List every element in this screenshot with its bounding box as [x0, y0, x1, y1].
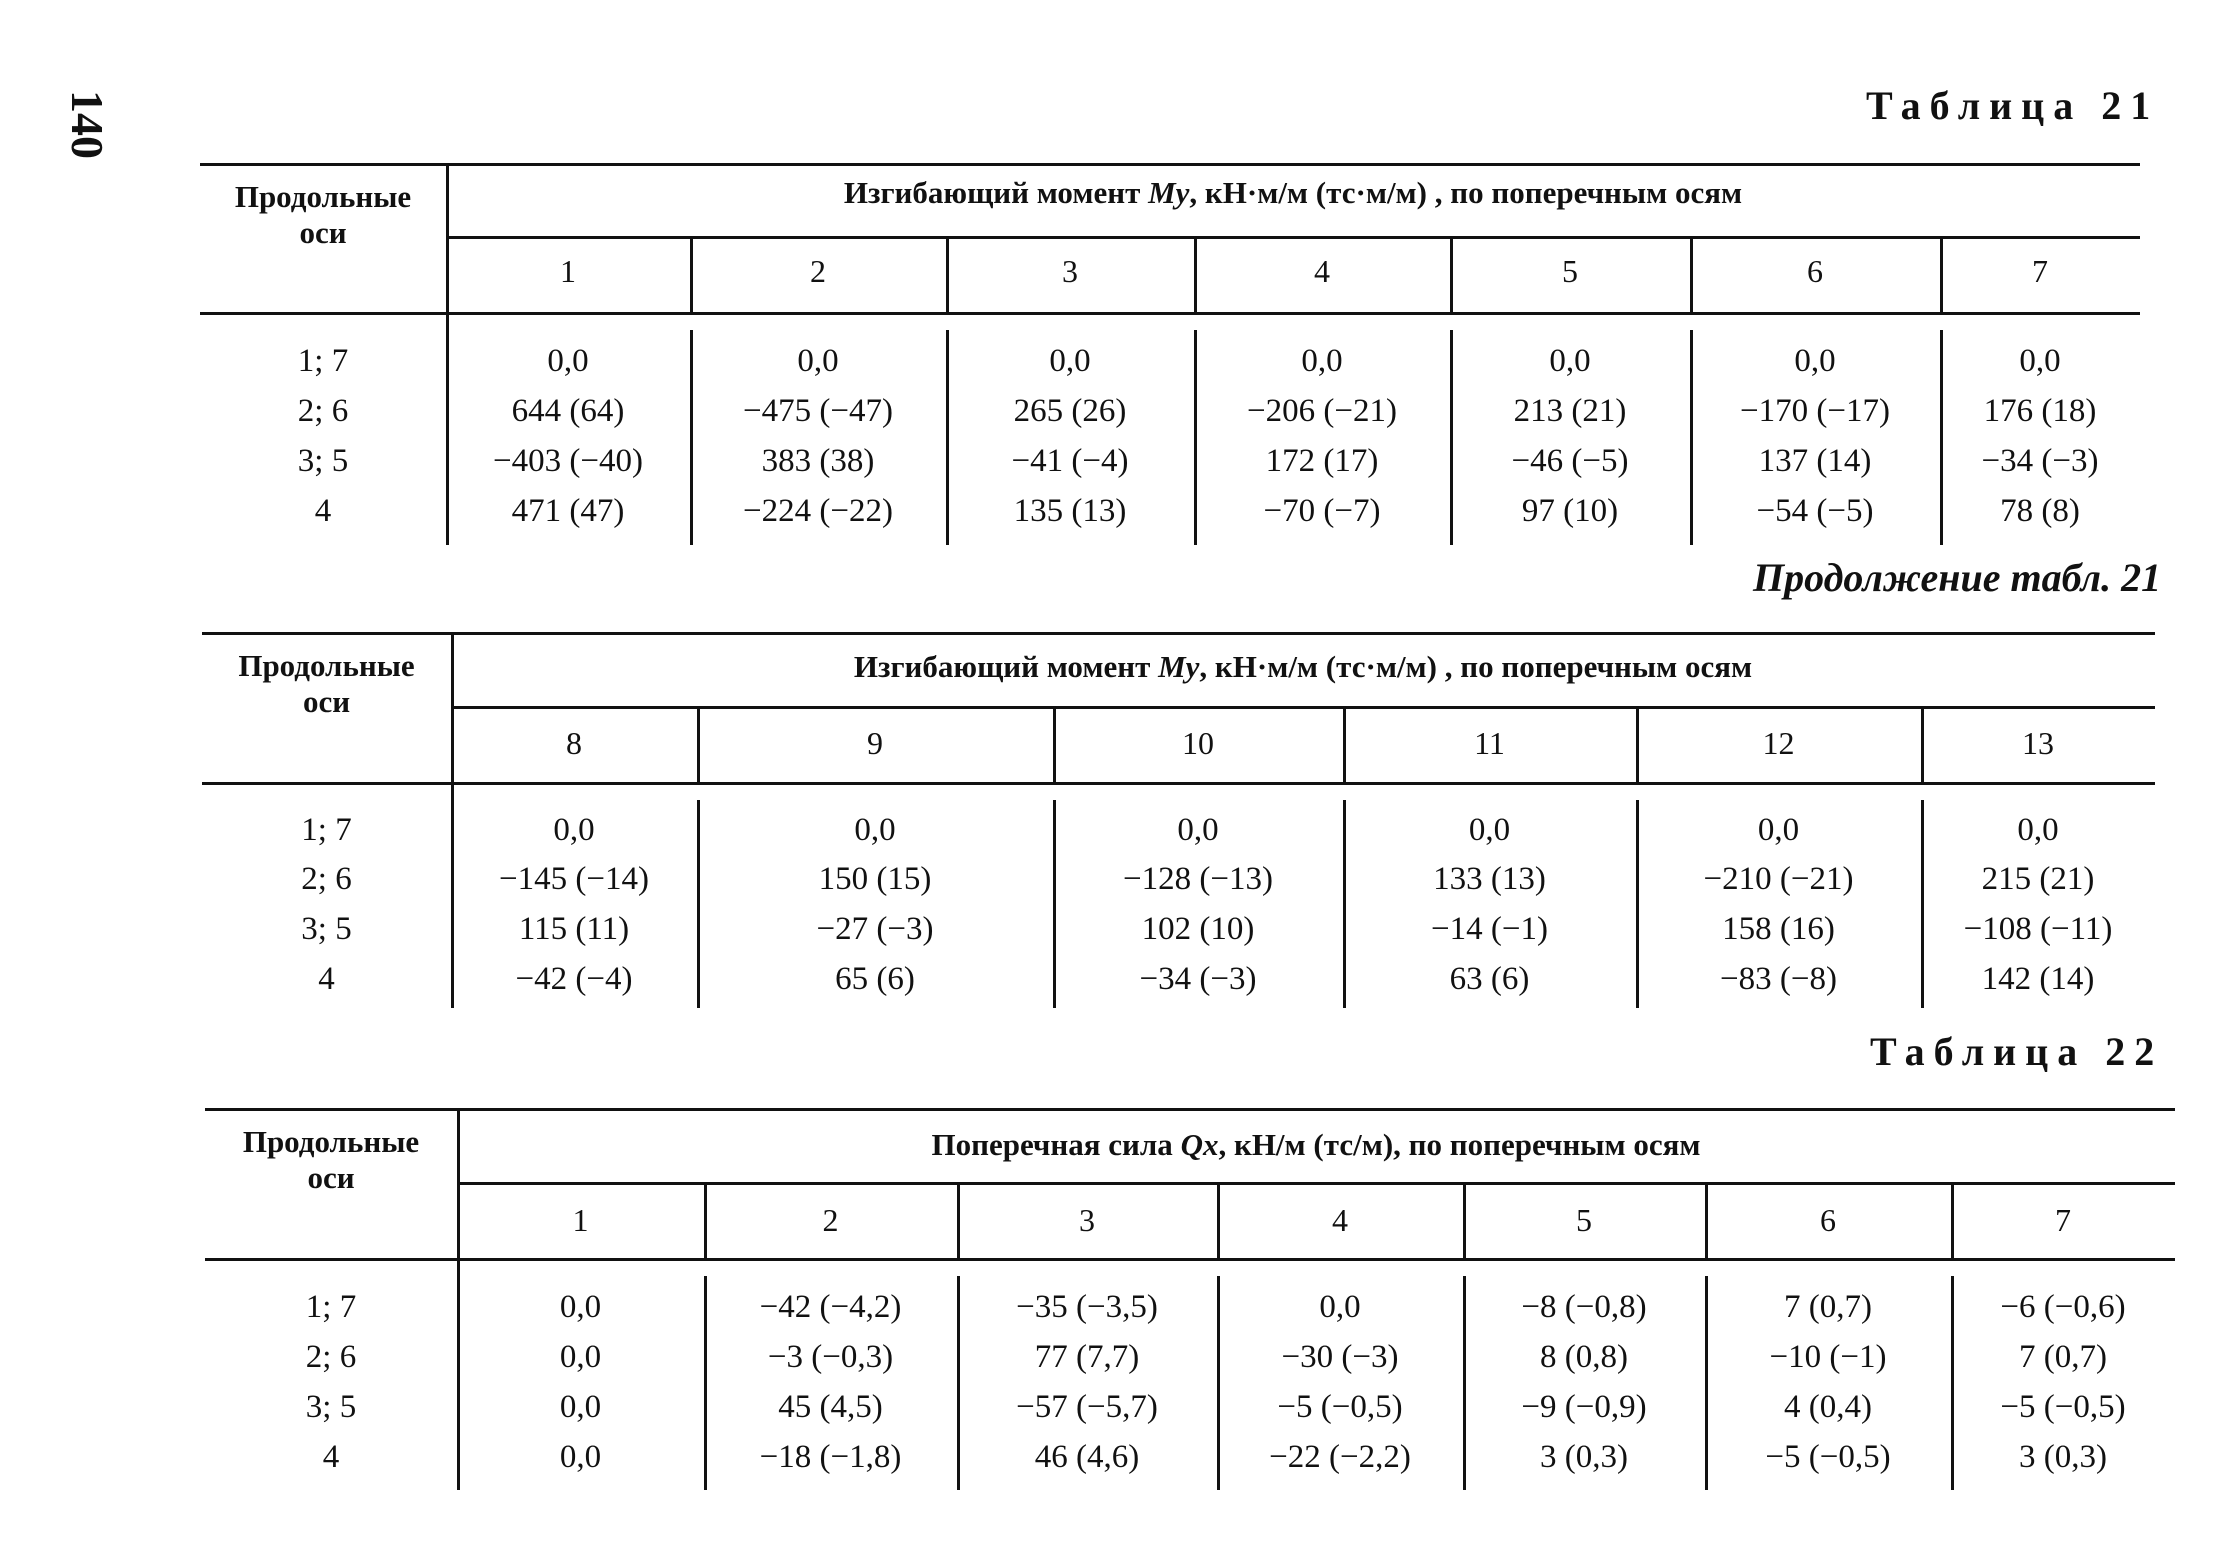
- table-cell: −9 (−0,9): [1521, 1389, 1647, 1425]
- table-cell: 0,0: [1177, 812, 1219, 848]
- table-cell: −3 (−0,3): [767, 1339, 894, 1375]
- row-label: 3; 5: [297, 443, 349, 479]
- table-cell: 135 (13): [1013, 493, 1127, 529]
- table-cell: 7 (0,7): [1784, 1289, 1872, 1325]
- column-number: 5: [1562, 253, 1578, 289]
- table-cell: 265 (26): [1013, 393, 1127, 429]
- quantity-symbol: My: [1148, 175, 1190, 210]
- column-number: 13: [2022, 725, 2054, 761]
- table-cell: 644 (64): [511, 393, 625, 429]
- table-cell: 215 (21): [1981, 861, 2095, 897]
- table-cell: −108 (−11): [1963, 911, 2113, 947]
- column-header-rule: [200, 312, 2140, 315]
- column-number: 7: [2055, 1202, 2071, 1238]
- table-cell: −35 (−3,5): [1016, 1289, 1158, 1325]
- table-cell: 142 (14): [1981, 961, 2095, 997]
- table-cell: 63 (6): [1449, 961, 1530, 997]
- quantity-header-rule: [451, 706, 2155, 709]
- table-cell: 7 (0,7): [2019, 1339, 2107, 1375]
- page-number: 140: [62, 90, 113, 159]
- table-cell: −5 (−0,5): [1277, 1389, 1403, 1425]
- column-number: 1: [560, 253, 576, 289]
- column-number: 5: [1576, 1202, 1592, 1238]
- table-cell: 0,0: [553, 812, 595, 848]
- table-cell: −34 (−3): [1981, 443, 2099, 479]
- table-cell: −145 (−14): [499, 861, 649, 897]
- table-cell: −224 (−22): [743, 493, 893, 529]
- column-number: 8: [566, 725, 582, 761]
- column-number: 12: [1762, 725, 1795, 761]
- column-header-rule: [202, 782, 2155, 785]
- table-cell: 97 (10): [1521, 493, 1619, 529]
- table-cell: 150 (15): [818, 861, 932, 897]
- table-cell: 0,0: [2017, 812, 2059, 848]
- table-cell: −83 (−8): [1720, 961, 1837, 997]
- table22-title: Таблица 22: [1870, 1029, 2164, 1074]
- table-cell: 0,0: [559, 1339, 602, 1375]
- table21-continuation-title: Продолжение табл. 21: [1753, 555, 2162, 600]
- column-number: 6: [1820, 1202, 1836, 1238]
- table-cell: −34 (−3): [1139, 961, 1257, 997]
- table-cell: 0,0: [1049, 343, 1091, 379]
- table-cell: −10 (−1): [1769, 1339, 1887, 1375]
- table-cell: −6 (−0,6): [2000, 1289, 2126, 1325]
- column-number: 2: [810, 253, 826, 289]
- quantity-header: [446, 176, 2140, 210]
- table-cell: 0,0: [1319, 1289, 1361, 1325]
- table-cell: 0,0: [797, 343, 839, 379]
- table-cell: 3 (0,3): [2019, 1439, 2107, 1475]
- table-cell: 133 (13): [1433, 861, 1546, 897]
- table-cell: −206 (−21): [1247, 393, 1397, 429]
- table-cell: 3 (0,3): [1540, 1439, 1628, 1475]
- table-cell: 65 (6): [835, 961, 915, 997]
- quantity-header: [457, 1128, 2175, 1162]
- table-cell: 77 (7,7): [1034, 1339, 1140, 1375]
- table-cell: −403 (−40): [493, 443, 643, 479]
- table-cell: −475 (−47): [743, 393, 893, 429]
- table-cell: 102 (10): [1141, 911, 1255, 947]
- table-cell: −41 (−4): [1011, 443, 1129, 479]
- column-number: 9: [867, 725, 883, 761]
- table-cell: 8 (0,8): [1540, 1339, 1628, 1375]
- table-cell: 0,0: [854, 812, 896, 848]
- row-label: 3; 5: [305, 1389, 357, 1425]
- table-cell: 0,0: [559, 1389, 602, 1425]
- table-cell: 158 (16): [1722, 911, 1835, 947]
- column-number: 4: [1314, 253, 1330, 289]
- table-top-rule: [205, 1108, 2175, 1111]
- row-header-label: Продольные оси: [238, 648, 415, 719]
- table-cell: −46 (−5): [1511, 443, 1629, 479]
- quantity-header-rule: [457, 1182, 2175, 1185]
- table-cell: 213 (21): [1513, 393, 1627, 429]
- row-label: 1; 7: [297, 343, 349, 379]
- column-header-rule: [205, 1258, 2175, 1261]
- table-cell: 46 (4,6): [1034, 1439, 1140, 1475]
- table-cell: 0,0: [559, 1289, 602, 1325]
- quantity-units: , кН·м/м (тс·м/м) , по поперечным осям: [1189, 175, 1743, 210]
- row-label: 1; 7: [301, 812, 352, 848]
- table-cell: −42 (−4,2): [759, 1289, 902, 1325]
- table-cell: 115 (11): [518, 911, 630, 947]
- table-cell: −14 (−1): [1431, 911, 1548, 947]
- table-cell: −70 (−7): [1263, 493, 1381, 529]
- row-label: 4: [318, 961, 335, 997]
- table-cell: 137 (14): [1758, 443, 1872, 479]
- column-number: 3: [1062, 253, 1078, 289]
- quantity-symbol: Qx: [1180, 1127, 1219, 1162]
- table-cell: −210 (−21): [1703, 861, 1854, 897]
- table-cell: −170 (−17): [1740, 393, 1890, 429]
- table-cell: 471 (47): [511, 493, 625, 529]
- table-cell: 0,0: [1794, 343, 1836, 379]
- table-cell: −22 (−2,2): [1269, 1439, 1411, 1475]
- row-label: 2; 6: [297, 393, 349, 429]
- row-header-label: Продольные оси: [234, 179, 412, 250]
- table-cell: 45 (4,5): [778, 1389, 883, 1425]
- column-number: 3: [1079, 1202, 1095, 1238]
- table21-title: Таблица 21: [1866, 83, 2160, 128]
- quantity-units: , кН/м (тс/м), по поперечным осям: [1218, 1127, 1701, 1162]
- column-number: 1: [572, 1202, 589, 1238]
- table-cell: −27 (−3): [816, 911, 934, 947]
- table-cell: −5 (−0,5): [1765, 1439, 1891, 1475]
- table-cell: −42 (−4): [515, 961, 633, 997]
- row-label: 2; 6: [305, 1339, 357, 1375]
- table-top-rule: [200, 163, 2140, 166]
- column-number: 2: [822, 1202, 839, 1238]
- quantity-header-rule: [446, 236, 2140, 239]
- table-cell: 4 (0,4): [1784, 1389, 1872, 1425]
- table-cell: 0,0: [1301, 343, 1343, 379]
- quantity-name: Изгибающий момент: [843, 175, 1149, 210]
- table-cell: 0,0: [1468, 812, 1511, 848]
- row-header-label: Продольные оси: [242, 1124, 420, 1195]
- column-number: 4: [1332, 1202, 1348, 1238]
- table-cell: 0,0: [1757, 812, 1800, 848]
- table-cell: 176 (18): [1983, 393, 2097, 429]
- table-cell: 0,0: [559, 1439, 602, 1475]
- row-label: 2; 6: [301, 861, 352, 897]
- table-cell: −5 (−0,5): [2000, 1389, 2126, 1425]
- quantity-symbol: My: [1158, 649, 1200, 684]
- row-label: 4: [314, 493, 332, 529]
- table-cell: 172 (17): [1265, 443, 1379, 479]
- table-cell: −30 (−3): [1281, 1339, 1399, 1375]
- table-cell: −128 (−13): [1123, 861, 1273, 897]
- table-top-rule: [202, 632, 2155, 635]
- column-number: 11: [1474, 725, 1505, 761]
- table-cell: 383 (38): [761, 443, 875, 479]
- column-number: 6: [1807, 253, 1823, 289]
- column-number: 10: [1182, 725, 1214, 761]
- table-cell: 0,0: [547, 343, 589, 379]
- table-cell: −8 (−0,8): [1521, 1289, 1647, 1325]
- row-label: 1; 7: [305, 1289, 357, 1325]
- table-cell: 0,0: [2019, 343, 2061, 379]
- table-cell: −54 (−5): [1756, 493, 1874, 529]
- quantity-header: [451, 650, 2155, 684]
- table-cell: 78 (8): [2000, 493, 2080, 529]
- quantity-units: , кН·м/м (тс·м/м) , по поперечным осям: [1199, 649, 1753, 684]
- column-number: 7: [2032, 253, 2048, 289]
- row-label: 3; 5: [301, 911, 352, 947]
- table-cell: −57 (−5,7): [1016, 1389, 1158, 1425]
- table-cell: −18 (−1,8): [759, 1439, 902, 1475]
- quantity-name: Поперечная сила: [931, 1127, 1181, 1162]
- quantity-name: Изгибающий момент: [853, 649, 1159, 684]
- row-label: 4: [322, 1439, 340, 1475]
- table-cell: 0,0: [1549, 343, 1591, 379]
